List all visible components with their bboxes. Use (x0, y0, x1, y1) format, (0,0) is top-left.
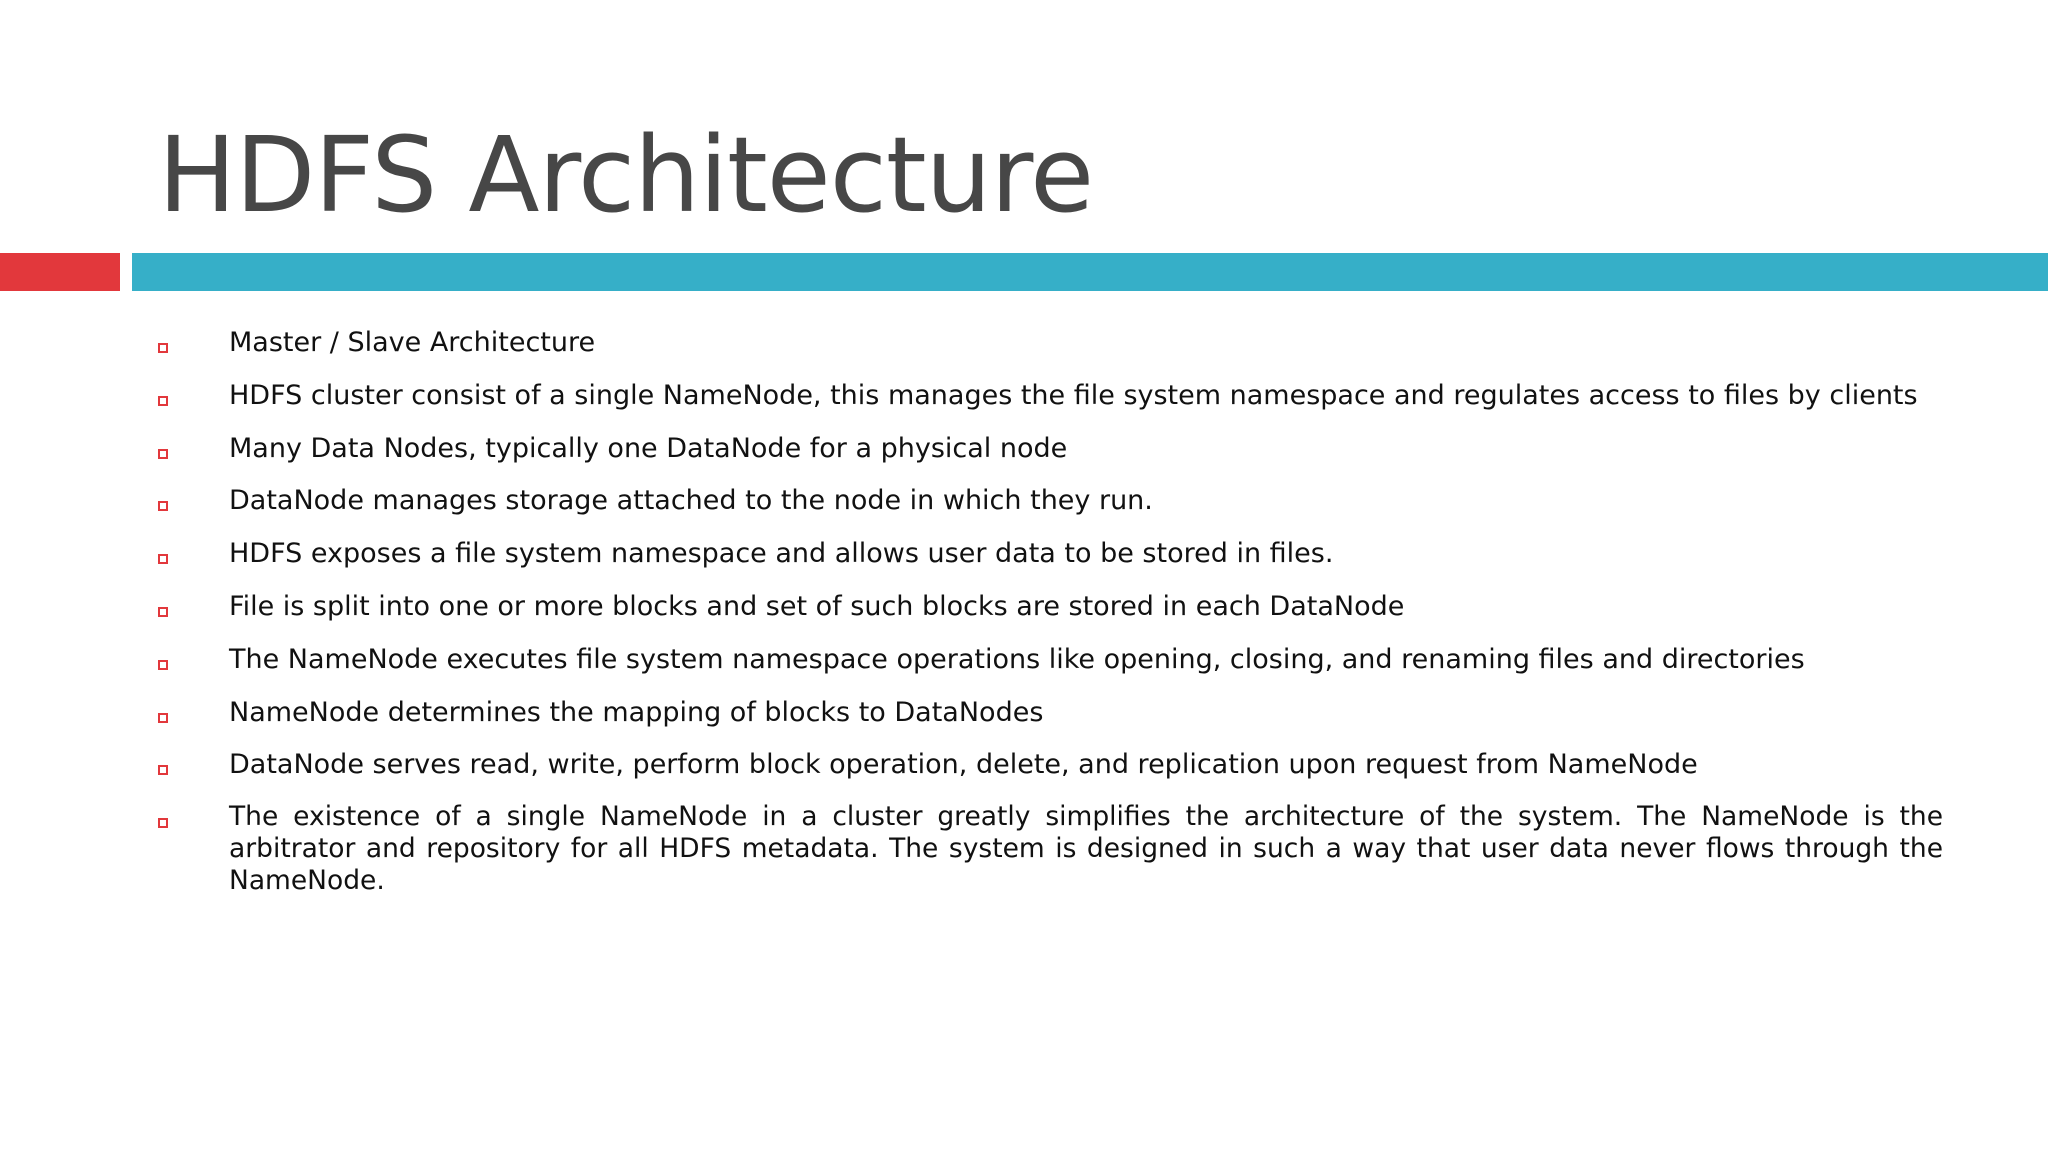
square-bullet-icon (158, 660, 168, 670)
square-bullet-icon (158, 396, 168, 406)
square-bullet-icon (158, 765, 168, 775)
bullet-item (158, 696, 1943, 749)
bullet-item (158, 326, 1943, 379)
square-bullet-icon (158, 343, 168, 353)
bullet-item (158, 748, 1943, 801)
bullet-text: Master / Slave Architecture (229, 327, 596, 358)
bullet-list (158, 326, 1943, 897)
bullet-item (158, 432, 1943, 485)
bullet-text: DataNode serves read, write, perform block operation, delete, and replication upon request from NameNode (229, 749, 1698, 781)
bullet-item (158, 590, 1943, 643)
square-bullet-icon (158, 501, 168, 511)
square-bullet-icon (158, 818, 168, 828)
square-bullet-icon (158, 607, 168, 617)
bullet-item (158, 537, 1943, 590)
bullet-item (158, 643, 1943, 696)
square-bullet-icon (158, 713, 168, 723)
title-accent-bar-red (0, 253, 120, 291)
bullet-item (158, 484, 1943, 537)
bullet-item (158, 379, 1943, 432)
bullet-text: The NameNode executes file system namespace operations like opening, closing, and renaming files and directories (229, 643, 1805, 675)
bullet-text: File is split into one or more blocks and set of such blocks are stored in each DataNode (229, 590, 1405, 622)
bullet-text: DataNode manages storage attached to the node in which they run. (229, 485, 1153, 517)
bullet-text: HDFS exposes a file system namespace and allows user data to be stored in files. (229, 538, 1334, 570)
square-bullet-icon (158, 554, 168, 564)
slide-title: HDFS Architecture (158, 114, 1094, 236)
square-bullet-icon (158, 449, 168, 459)
bullet-text: HDFS cluster consist of a single NameNode, this manages the file system namespace and regulates access to files by clients (229, 379, 1918, 411)
title-accent-bar-blue (132, 253, 2048, 291)
bullet-text: Many Data Nodes, typically one DataNode for a physical node (229, 432, 1068, 464)
bullet-text: NameNode determines the mapping of blocks to DataNodes (229, 696, 1044, 728)
bullet-text: The existence of a single NameNode in a cluster greatly simplifies the architecture of the system. The NameNode is the arbitrator and repository for all HDFS metadata. The system is designed in such a way that user data never flows through the NameNode. (229, 801, 1943, 897)
bullet-item (158, 801, 1943, 897)
